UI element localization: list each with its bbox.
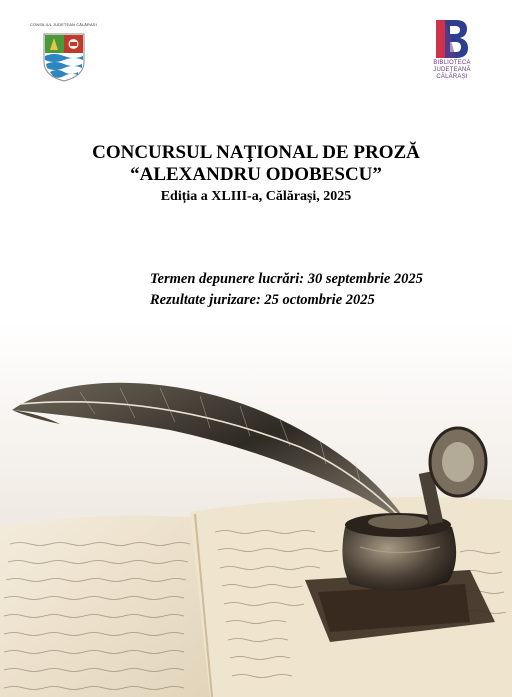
contest-name: “ALEXANDRU ODOBESCU”: [130, 164, 382, 185]
quill-inkwell-illustration: [0, 322, 512, 697]
library-logo: [422, 18, 482, 81]
library-name-line-2: JUDEȚEANĂ: [433, 67, 471, 73]
library-logo-icon: [434, 18, 470, 60]
library-name-line-3: CĂLĂRAȘI: [436, 74, 468, 80]
library-name-line-1: BIBLIOTECA: [433, 60, 471, 66]
council-logo: [30, 22, 100, 27]
results-date: Rezultate jurizare: 25 octombrie 2025: [150, 292, 375, 308]
edition-line: Ediția a XLIII-a, Călărași, 2025: [160, 189, 352, 204]
coat-of-arms-icon: [42, 32, 86, 82]
council-caption: CONSILIUL JUDEȚEAN CĂLĂRAȘI: [30, 22, 97, 27]
submission-deadline: Termen depunere lucrări: 30 septembrie 2025: [150, 271, 423, 287]
contest-title: CONCURSUL NAŢIONAL DE PROZĂ: [92, 142, 420, 163]
deadlines: [150, 269, 423, 311]
title-block: [0, 142, 512, 206]
